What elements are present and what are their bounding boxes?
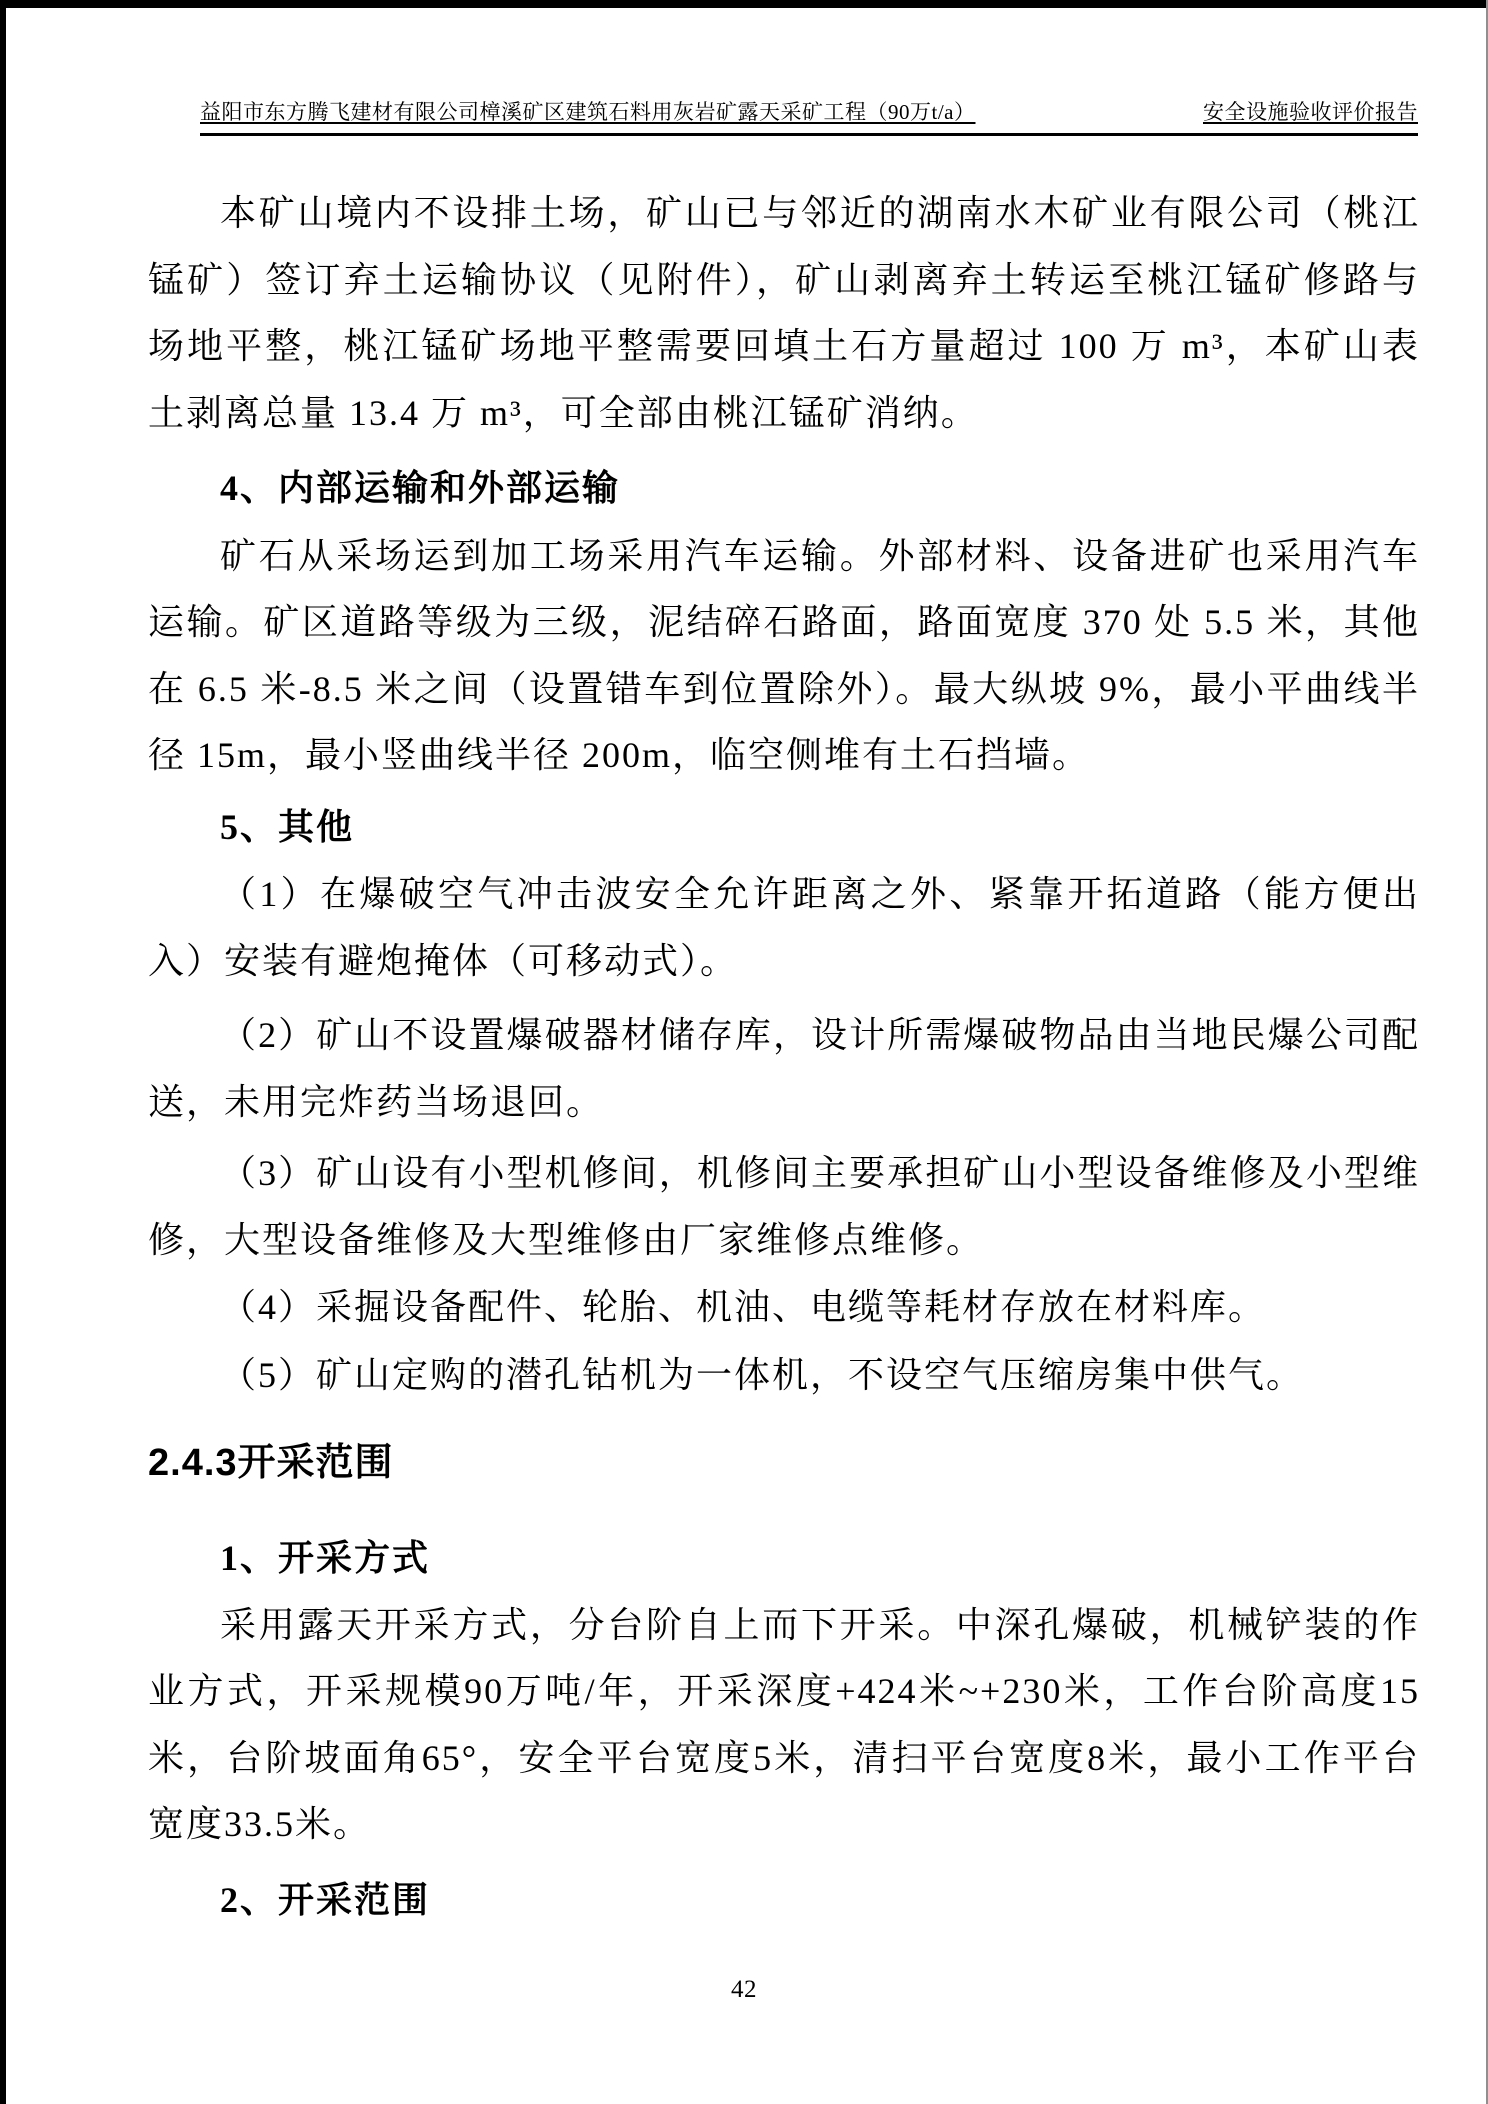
body-paragraph: 本矿山境内不设排土场，矿山已与邻近的湖南水木矿业有限公司（桃江锰矿）签订弃土运输协议（见附件），矿山剥离弃土转运至桃江锰矿修路与场地平整，桃江锰矿场地平整需要回填土石方量超过 100 万 m³，本矿山表土剥离总量 13.4 万 m³，可全部由桃江锰矿消纳。 xyxy=(148,193,1420,433)
section-heading: 2.4.3开采范围 xyxy=(148,1442,394,1484)
body-paragraph: （4）采掘设备配件、轮胎、机油、电缆等耗材存放在材料库。 xyxy=(220,1287,1267,1327)
body-paragraph: （1）在爆破空气冲击波安全允许距离之外、紧靠开拓道路（能方便出入）安装有避炮掩体（可移动式）。 xyxy=(148,874,1420,981)
header-project-title: 益阳市东方腾飞建材有限公司樟溪矿区建筑石料用灰岩矿露天采矿工程（90万t/a） xyxy=(200,100,976,124)
numbered-heading: 4、内部运输和外部运输 xyxy=(220,468,621,508)
numbered-heading: 5、其他 xyxy=(220,806,355,847)
header-report-title: 安全设施验收评价报告 xyxy=(1203,100,1418,124)
body-paragraph: （3）矿山设有小型机修间，机修间主要承担矿山小型设备维修及小型维修，大型设备维修及大型维修由厂家维修点维修。 xyxy=(148,1153,1420,1260)
numbered-heading: 1、开采方式 xyxy=(220,1538,431,1578)
document-body xyxy=(148,180,1420,1933)
scan-edge-left xyxy=(0,0,6,2104)
body-paragraph: 矿石从采场运到加工场采用汽车运输。外部材料、设备进矿也采用汽车运输。矿区道路等级为三级，泥结碎石路面，路面宽度 370 处 5.5 米，其他在 6.5 米-8.5 米之间（设置错车到位置除外）。最大纵坡 9%，最小平曲线半径 15m，最小竖曲线半径 200m，临空侧堆有土石挡墙。 xyxy=(148,535,1420,775)
numbered-heading: 2、开采范围 xyxy=(220,1879,431,1920)
page-number: 42 xyxy=(731,1976,757,2003)
body-paragraph: （5）矿山定购的潜孔钻机为一体机，不设空气压缩房集中供气。 xyxy=(220,1354,1305,1395)
scan-edge-top xyxy=(0,0,1488,8)
body-paragraph: （2）矿山不设置爆破器材储存库，设计所需爆破物品由当地民爆公司配送，未用完炸药当场退回。 xyxy=(148,1015,1420,1122)
body-paragraph: 采用露天开采方式，分台阶自上而下开采。中深孔爆破，机械铲装的作业方式，开采规模90万吨/年，开采深度+424米~+230米，工作台阶高度15米，台阶坡面角65°，安全平台宽度5米，清扫平台宽度8米，最小工作平台宽度33.5米。 xyxy=(148,1604,1420,1844)
running-header xyxy=(200,96,1418,136)
